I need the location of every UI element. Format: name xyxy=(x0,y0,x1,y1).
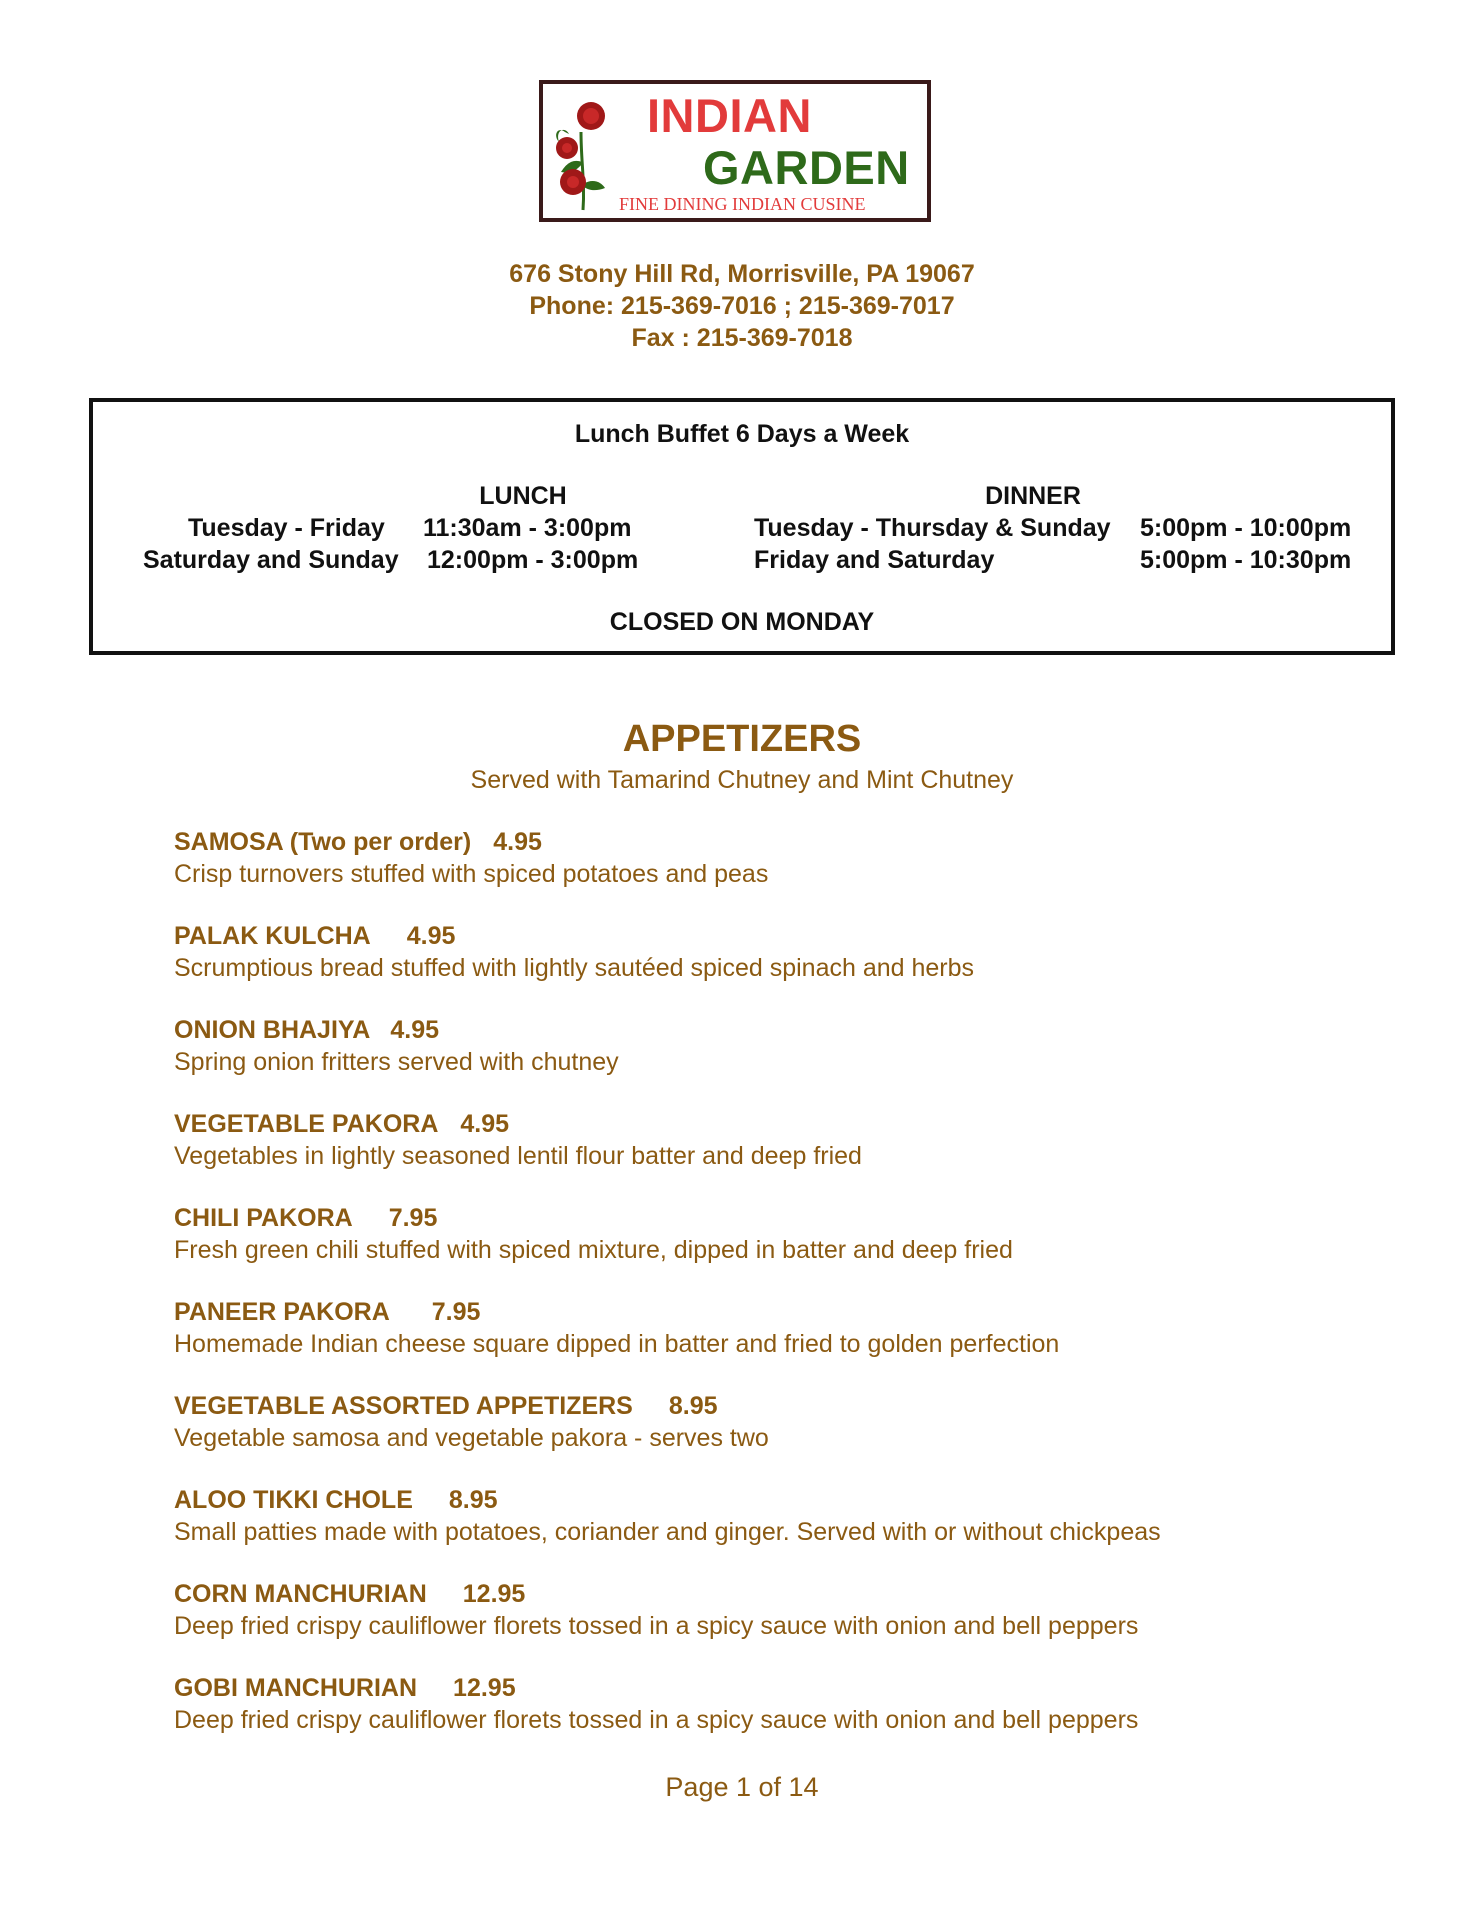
contact-info xyxy=(0,258,1484,354)
logo-word-garden: GARDEN xyxy=(703,141,910,194)
item-price: 4.95 xyxy=(390,1016,440,1044)
page-number: Page 1 of 14 xyxy=(665,1772,819,1802)
logo-tagline: FINE DINING INDIAN CUSINE xyxy=(619,194,866,214)
menu-item xyxy=(174,1296,1394,1390)
lunch-days-2: Saturday and Sunday xyxy=(143,546,399,574)
dinner-time-1: 5:00pm - 10:00pm xyxy=(1140,514,1352,542)
menu-item xyxy=(174,826,1394,920)
item-name: VEGETABLE ASSORTED APPETIZERS xyxy=(174,1392,633,1420)
lunch-time-2: 12:00pm - 3:00pm xyxy=(427,546,639,574)
item-name: PANEER PAKORA xyxy=(174,1298,390,1326)
item-name: CORN MANCHURIAN xyxy=(174,1580,427,1608)
item-name: VEGETABLE PAKORA xyxy=(174,1110,439,1138)
lunch-days-1: Tuesday - Friday xyxy=(188,514,385,542)
item-description: Vegetables in lightly seasoned lentil flour batter and deep fried xyxy=(174,1142,862,1170)
item-price: 8.95 xyxy=(448,1486,498,1514)
dinner-heading: DINNER xyxy=(985,482,1081,510)
item-price: 4.95 xyxy=(406,922,456,950)
item-description: Fresh green chili stuffed with spiced mixture, dipped in batter and deep fried xyxy=(174,1236,1013,1264)
section-subtitle: Served with Tamarind Chutney and Mint Chutney xyxy=(470,766,1014,794)
phone-line: Phone: 215-369-7016 ; 215-369-7017 xyxy=(529,292,955,320)
hours-box xyxy=(89,398,1395,655)
item-description: Scrumptious bread stuffed with lightly sautéed spiced spinach and herbs xyxy=(174,954,975,982)
logo-word-indian: INDIAN xyxy=(647,89,812,142)
item-description: Deep fried crispy cauliflower florets tossed in a spicy sauce with onion and bell peppers xyxy=(174,1612,1139,1640)
menu-item xyxy=(174,1014,1394,1108)
menu-item xyxy=(174,1108,1394,1202)
restaurant-logo xyxy=(539,80,931,222)
item-price: 7.95 xyxy=(431,1298,481,1326)
item-price: 12.95 xyxy=(453,1674,516,1702)
item-description: Small patties made with potatoes, coriander and ginger. Served with or without chickpeas xyxy=(174,1518,1161,1546)
dinner-days-2: Friday and Saturday xyxy=(754,546,995,574)
menu-item xyxy=(174,1672,1394,1766)
item-name: ONION BHAJIYA xyxy=(174,1016,371,1044)
lunch-heading: LUNCH xyxy=(479,482,567,510)
item-price: 12.95 xyxy=(462,1580,526,1608)
menu-item xyxy=(174,1390,1394,1484)
item-description: Deep fried crispy cauliflower florets tossed in a spicy sauce with onion and bell peppers xyxy=(174,1706,1139,1734)
item-price: 4.95 xyxy=(460,1110,510,1138)
buffet-heading: Lunch Buffet 6 Days a Week xyxy=(574,420,910,448)
item-name: PALAK KULCHA xyxy=(174,922,371,950)
item-description: Vegetable samosa and vegetable pakora - serves two xyxy=(174,1424,769,1452)
menu-item xyxy=(174,1578,1394,1672)
item-price: 4.95 xyxy=(493,828,542,856)
item-name: CHILI PAKORA xyxy=(174,1204,353,1232)
rose-icon xyxy=(551,92,611,212)
item-name: SAMOSA (Two per order) xyxy=(174,828,472,856)
item-name: ALOO TIKKI CHOLE xyxy=(174,1486,413,1514)
item-description: Crisp turnovers stuffed with spiced potatoes and peas xyxy=(174,860,769,888)
lunch-time-1: 11:30am - 3:00pm xyxy=(423,514,632,542)
item-price: 8.95 xyxy=(668,1392,718,1420)
dinner-time-2: 5:00pm - 10:30pm xyxy=(1140,546,1352,574)
menu-item xyxy=(174,1202,1394,1296)
item-name: GOBI MANCHURIAN xyxy=(174,1674,418,1702)
address-line: 676 Stony Hill Rd, Morrisville, PA 19067 xyxy=(509,260,975,288)
item-description: Spring onion fritters served with chutney xyxy=(174,1048,619,1076)
fax-line: Fax : 215-369-7018 xyxy=(631,324,853,352)
item-price: 7.95 xyxy=(388,1204,438,1232)
dinner-days-1: Tuesday - Thursday & Sunday xyxy=(754,514,1111,542)
menu-item xyxy=(174,920,1394,1014)
item-description: Homemade Indian cheese square dipped in batter and fried to golden perfection xyxy=(174,1330,1060,1358)
closed-notice: CLOSED ON MONDAY xyxy=(609,608,875,636)
menu-item xyxy=(174,1484,1394,1578)
section-title: APPETIZERS xyxy=(622,718,862,760)
menu-items xyxy=(174,826,1394,1766)
